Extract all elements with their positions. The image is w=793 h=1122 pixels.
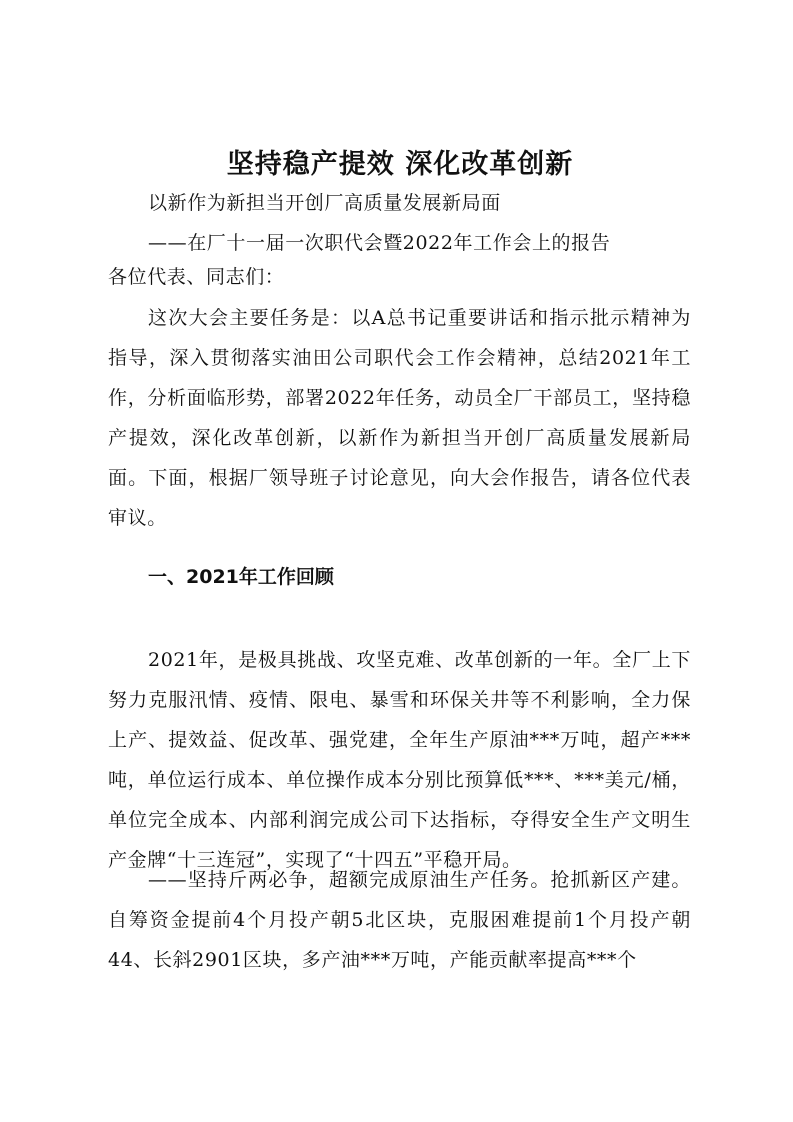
document-subtitle: 以新作为新担当开创厂高质量发展新局面: [148, 192, 501, 214]
section-heading: 一、2021年工作回顾: [148, 566, 334, 588]
greeting: 各位代表、同志们：: [108, 266, 285, 288]
intro-paragraph: 这次大会主要任务是：以A总书记重要讲话和指示批示精神为指导，深入贯彻落实油田公司职代会工作会精神，总结2021年工作，分析面临形势，部署2022年任务，动员全厂干部员工，坚持稳产提效，深化改革创新，以新作为新担当开创厂高质量发展新局面。下面，根据厂领导班子讨论意见，向大会作报告，请各位代表审议。: [108, 307, 691, 529]
report-subtitle: ——在厂十一届一次职代会暨2022年工作会上的报告: [148, 232, 611, 254]
production-paragraph: ——坚持斤两必争，超额完成原油生产任务。抢抓新区产建。自筹资金提前4个月投产朝5北区块，克服困难提前1个月投产朝44、长斜2901区块，多产油***万吨，产能贡献率提高***个: [108, 869, 691, 971]
document-title: 坚持稳产提效 深化改革创新: [226, 149, 574, 180]
review-paragraph: 2021年，是极具挑战、攻坚克难、改革创新的一年。全厂上下努力克服汛情、疫情、限电、暴雪和环保关井等不利影响，全力保上产、提效益、促改革、强党建，全年生产原油***万吨，超产***吨，单位运行成本、单位操作成本分别比预算低***、***美元/桶，单位完全成本、内部利润完成公司下达指标，夺得安全生产文明生产金牌“十三连冠”，实现了“十四五”平稳开局。: [108, 649, 691, 871]
